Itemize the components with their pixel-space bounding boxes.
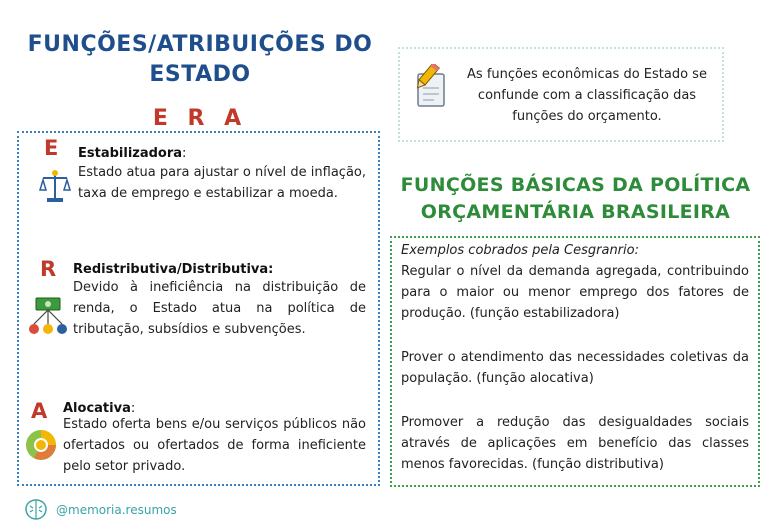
brain-icon	[22, 497, 50, 523]
item-text-estabilizadora: Estado atua para ajustar o nível de inflação, taxa de emprego e estabilizar a moeda.	[78, 165, 366, 201]
page-title	[20, 30, 380, 90]
money-distribution-icon	[28, 296, 68, 338]
era-acronym: E R A	[152, 106, 248, 131]
example-paragraph-estabilizadora: Regular o nível da demanda agregada, contribuindo para o maior ou menor emprego dos fatores de produção. (função estabilizadora)	[401, 264, 749, 321]
section-title-line2: ORÇAMENTÁRIA BRASILEIRA	[420, 201, 731, 223]
page-title-line1: FUNÇÕES/ATRIBUIÇÕES DO	[27, 32, 373, 57]
footer-handle[interactable]: @memoria.resumos	[56, 503, 177, 517]
section-title-politica-orcamentaria	[388, 172, 763, 226]
pie-chart-coin-icon	[24, 428, 58, 462]
item-text-alocativa: Estado oferta bens e/ou serviços públicos não ofertados ou ofertados de forma ineficiente pelo setor privado.	[63, 417, 366, 474]
item-title-estabilizadora: Estabilizadora:	[78, 146, 187, 161]
item-title-alocativa: Alocativa:	[63, 401, 136, 416]
item-title-redistributiva: Redistributiva/Distributiva:	[73, 262, 274, 277]
pencil-paper-icon	[410, 64, 452, 110]
section-title-line1: FUNÇÕES BÁSICAS DA POLÍTICA	[400, 174, 751, 196]
note-text: As funções econômicas do Estado se confunde com a classificação das funções do orçamento.	[467, 67, 707, 124]
letter-r: R	[40, 257, 57, 281]
example-paragraph-distributiva: Promover a redução das desigualdades sociais através de aplicações em benefício das classes menos favorecidas. (função distributiva)	[401, 415, 749, 472]
letter-a: A	[31, 399, 48, 423]
item-text-redistributiva: Devido à ineficiência na distribuição de renda, o Estado atua na política de tributação, subsídios e subvenções.	[73, 280, 366, 337]
page-title-line2: ESTADO	[149, 62, 251, 87]
balance-coins-icon	[38, 168, 72, 206]
examples-intro: Exemplos cobrados pela Cesgranrio:	[401, 243, 639, 258]
example-paragraph-alocativa: Prover o atendimento das necessidades coletivas da população. (função alocativa)	[401, 350, 749, 386]
letter-e: E	[44, 136, 59, 160]
